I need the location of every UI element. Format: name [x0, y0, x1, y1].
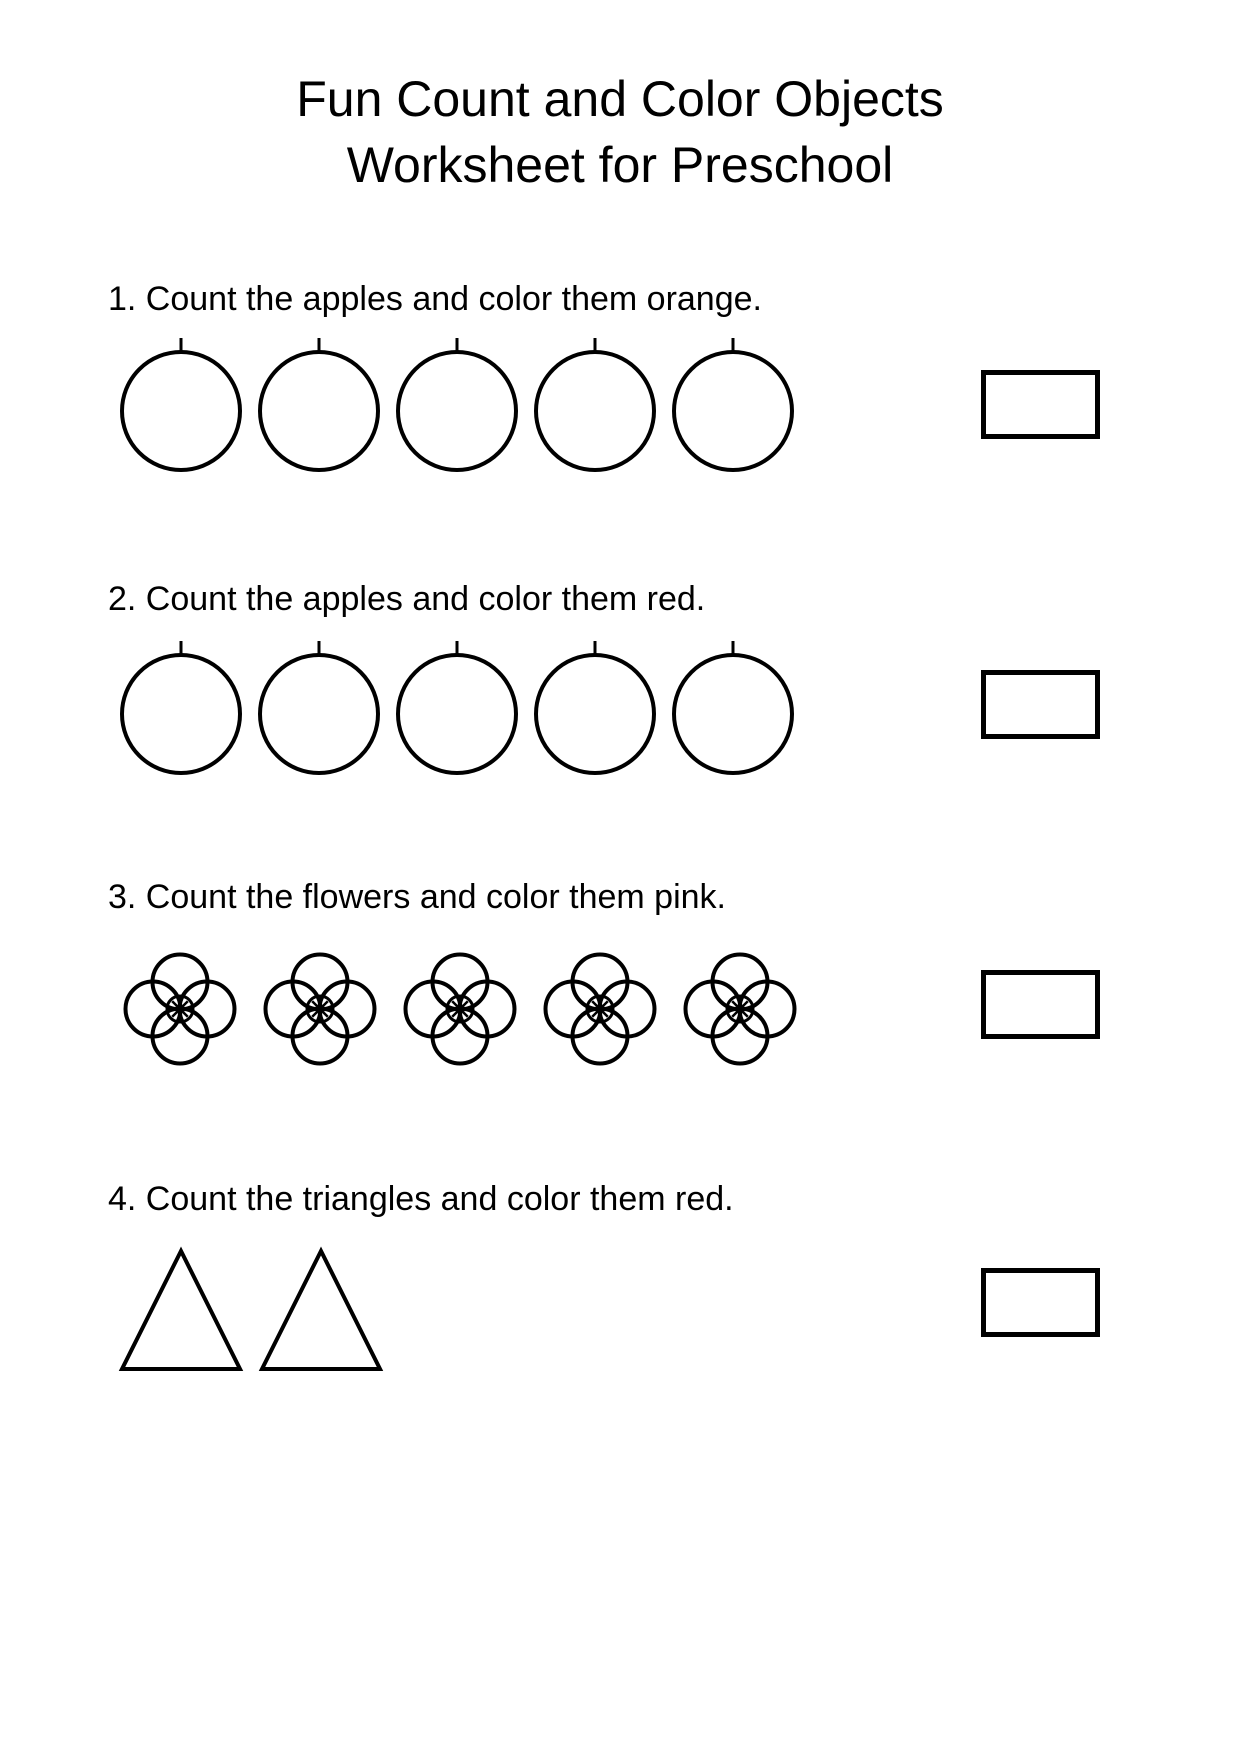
question-1-label: 1. Count the apples and color them orange.: [108, 280, 762, 318]
apple-shape[interactable]: [674, 338, 792, 470]
apple-shape[interactable]: [260, 338, 378, 470]
question-3-label: 3. Count the flowers and color them pink.: [108, 878, 726, 916]
flower-shape[interactable]: [266, 955, 375, 1064]
apple-shape[interactable]: [122, 338, 240, 470]
apple-shape[interactable]: [260, 641, 378, 773]
question-4-objects-row: [90, 1240, 590, 1380]
flower-shape[interactable]: [686, 955, 795, 1064]
question-1-answer-box[interactable]: [981, 370, 1100, 439]
question-3-objects-row: [90, 938, 850, 1073]
apple-shape[interactable]: [536, 641, 654, 773]
flower-shape[interactable]: [126, 955, 235, 1064]
triangle-shape[interactable]: [262, 1251, 380, 1369]
question-2-objects-row: [90, 633, 850, 783]
question-2-label: 2. Count the apples and color them red.: [108, 580, 706, 618]
apple-shape[interactable]: [398, 641, 516, 773]
title-line-2: Worksheet for Preschool: [346, 137, 894, 193]
triangle-shape[interactable]: [122, 1251, 240, 1369]
worksheet-title: [0, 66, 1240, 198]
flower-shape[interactable]: [546, 955, 655, 1064]
apple-shape[interactable]: [536, 338, 654, 470]
question-3-answer-box[interactable]: [981, 970, 1100, 1039]
flower-shape[interactable]: [406, 955, 515, 1064]
apple-shape[interactable]: [674, 641, 792, 773]
apple-shape[interactable]: [122, 641, 240, 773]
apple-shape[interactable]: [398, 338, 516, 470]
question-4-label: 4. Count the triangles and color them red.: [108, 1180, 734, 1218]
question-1-objects-row: [90, 330, 850, 480]
question-2-answer-box[interactable]: [981, 670, 1100, 739]
title-line-1: Fun Count and Color Objects: [296, 71, 944, 127]
question-4-answer-box[interactable]: [981, 1268, 1100, 1337]
